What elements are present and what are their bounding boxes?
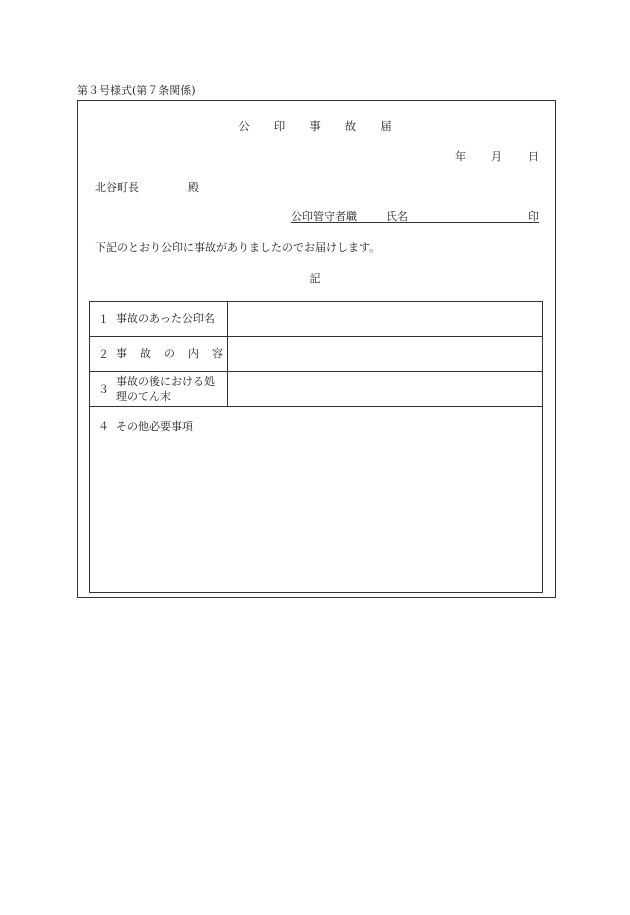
item-number: ３ — [98, 383, 109, 396]
title-char: 故 — [344, 119, 357, 133]
table-row — [90, 337, 543, 372]
title-char: 印 — [273, 119, 286, 133]
label-char: の — [164, 347, 175, 361]
title-char: 公 — [238, 119, 250, 133]
body-text: 下記のとおり公印に事故がありましたのでお届けします。 — [95, 241, 381, 254]
record-label: 記 — [309, 272, 321, 285]
form-title — [0, 121, 630, 133]
table-row — [90, 302, 543, 337]
item-label — [116, 374, 215, 405]
label-char: 容 — [212, 347, 223, 361]
label-char: 事 — [116, 347, 127, 361]
item-number: ２ — [98, 348, 109, 361]
item-value-field[interactable] — [228, 337, 543, 372]
item-label-cell — [90, 302, 228, 337]
item-label: その他必要事項 — [116, 420, 193, 433]
item-value-field[interactable] — [228, 372, 543, 407]
item-number: １ — [98, 313, 109, 326]
item-label-cell — [90, 372, 228, 407]
table-row — [90, 372, 543, 407]
signature-position-label: 公印管守者職 — [291, 210, 357, 223]
items-table — [89, 301, 543, 593]
title-char: 届 — [380, 119, 392, 133]
table-row — [90, 407, 543, 593]
item-number: ４ — [98, 420, 109, 433]
item-value-field[interactable] — [228, 302, 543, 337]
seal-mark: 印 — [528, 210, 539, 223]
date-month: 月 — [491, 150, 502, 163]
label-line: 理のてん末 — [116, 390, 171, 403]
other-matters-field[interactable] — [90, 407, 543, 593]
label-line: 事故の後における処 — [116, 374, 215, 388]
item-label: 事故のあった公印名 — [116, 312, 215, 326]
item-label-cell — [90, 337, 228, 372]
label-char: 故 — [140, 347, 151, 361]
date-day: 日 — [528, 150, 539, 163]
label-char: 内 — [188, 347, 199, 361]
signature-line — [291, 222, 539, 223]
addressee-name: 北谷町長 — [95, 181, 139, 194]
addressee-suffix: 殿 — [188, 181, 199, 194]
title-char: 事 — [309, 119, 321, 133]
date-year: 年 — [455, 150, 466, 163]
form-number: 第３号様式(第７条関係) — [77, 84, 196, 97]
signature-name-label: 氏名 — [386, 210, 408, 223]
item-label — [116, 346, 223, 361]
